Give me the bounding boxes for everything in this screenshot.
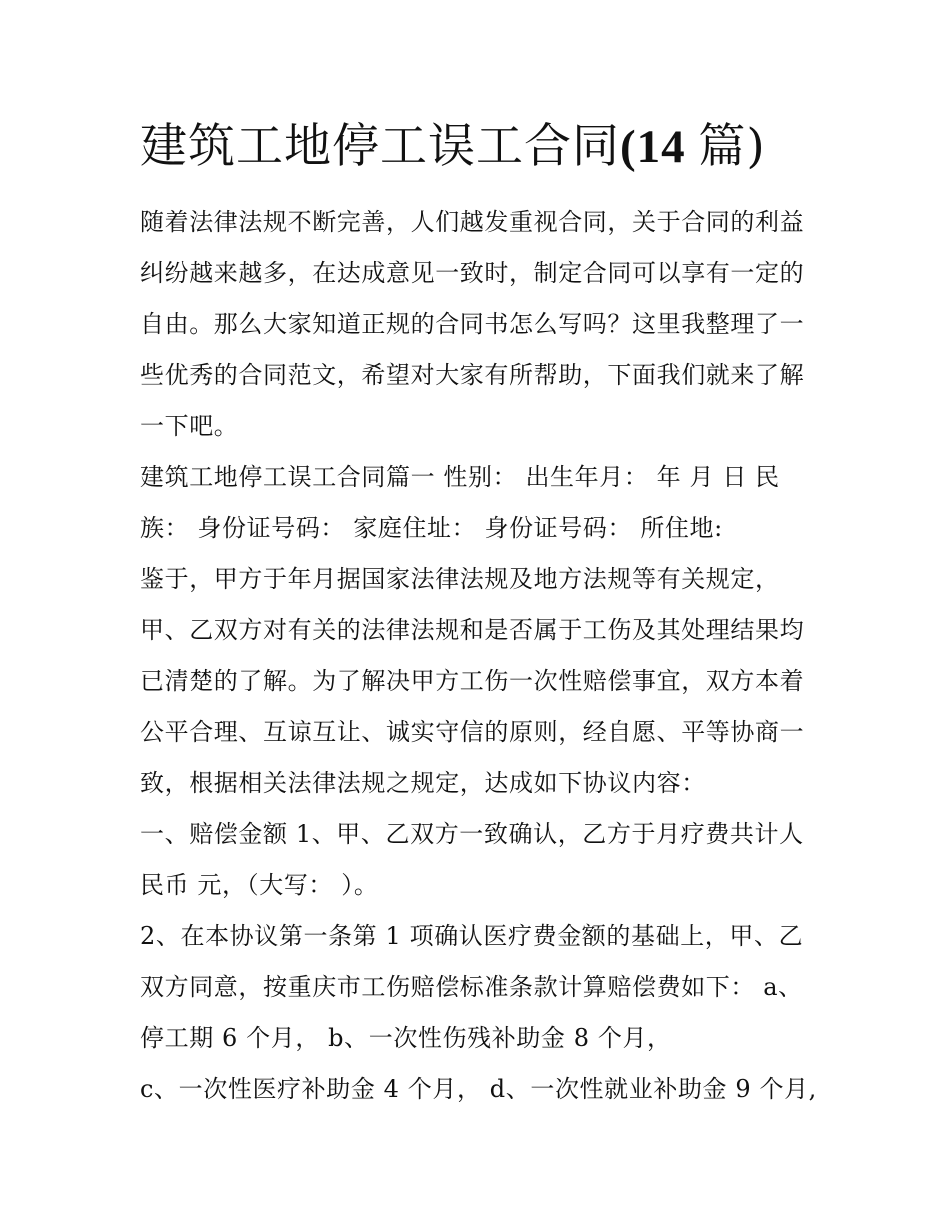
body-line: c、一次性医疗补助金 4 个月， d、一次性就业补助金 9 个月, — [140, 1075, 817, 1103]
document-body — [140, 197, 820, 1115]
body-line: 双方同意，按重庆市工伤赔偿标准条款计算赔偿费如下： a、 — [140, 973, 803, 1001]
body-line: 些优秀的合同范文，希望对大家有所帮助，下面我们就来了解 — [140, 361, 805, 389]
document-title — [140, 112, 840, 182]
body-line: 致，根据相关法律法规之规定，达成如下协议内容： — [140, 769, 706, 797]
body-line: 已清楚的了解。为了解决甲方工伤一次性赔偿事宜，双方本着 — [140, 667, 805, 695]
body-line: 一、赔偿金额 1、甲、乙双方一致确认，乙方于月疗费共计人 — [140, 820, 804, 848]
body-line: 随着法律法规不断完善，人们越发重视合同，关于合同的利益 — [140, 208, 805, 236]
body-line: 甲、乙双方对有关的法律法规和是否属于工伤及其处理结果均 — [140, 616, 805, 644]
body-line: 建筑工地停工误工合同篇一 性别： 出生年月： 年 月 日 民 — [140, 463, 780, 491]
body-line: 鉴于，甲方于年月据国家法律法规及地方法规等有关规定， — [140, 565, 780, 593]
body-line: 民币 元，（大写： ）。 — [140, 871, 379, 899]
body-line: 自由。那么大家知道正规的合同书怎么写吗？这里我整理了一 — [140, 310, 805, 338]
title-tail: 篇) — [698, 119, 766, 174]
body-line: 一下吧。 — [140, 412, 239, 440]
body-line: 停工期 6 个月， b、一次性伤残补助金 8 个月， — [140, 1024, 672, 1052]
body-line: 族： 身份证号码： 家庭住址： 身份证号码： 所住地: — [140, 514, 723, 542]
title-count: (14 — [620, 121, 699, 173]
body-line: 公平合理、互谅互让、诚实守信的原则，经自愿、平等协商一 — [140, 718, 805, 746]
title-text: 建筑工地停工误工合同 — [140, 119, 620, 174]
body-line: 2、在本协议第一条第 1 项确认医疗费金额的基础上，甲、乙 — [140, 922, 804, 950]
body-line: 纠纷越来越多，在达成意见一致时，制定合同可以享有一定的 — [140, 259, 805, 287]
